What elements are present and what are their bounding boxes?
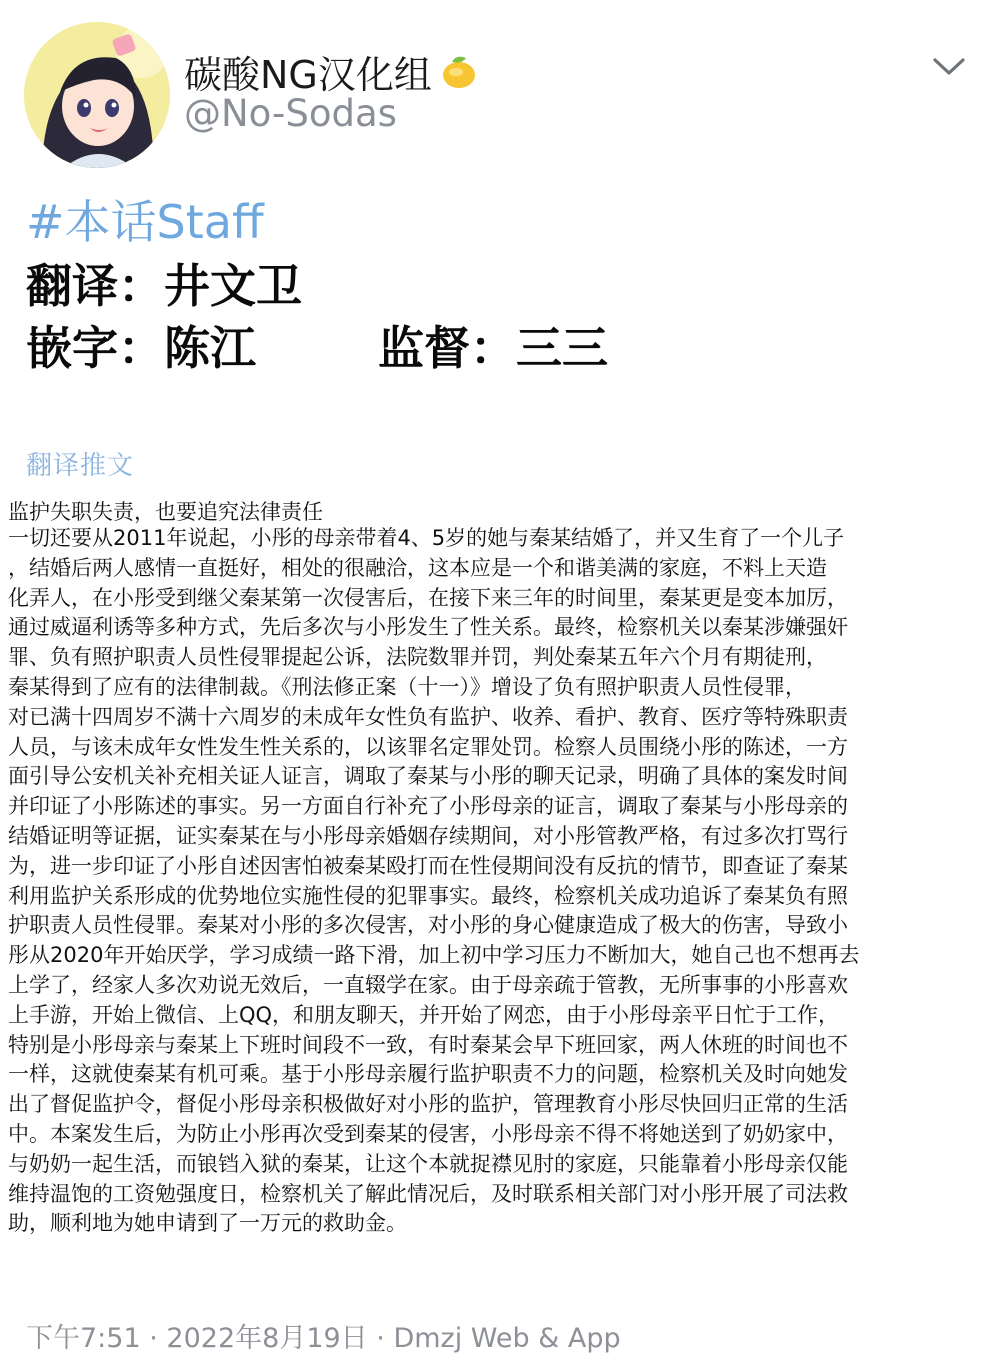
staff-typeset-line: [26, 312, 256, 378]
translate-value: 井文卫: [164, 259, 302, 313]
tweet-line: 人员，与该未成年女性发生性关系的，以该罪名定罪处罚。检察人员围绕小彤的陈述，一方: [8, 734, 848, 759]
tweet-line: 一切还要从2011年说起，小彤的母亲带着4、5岁的她与秦某结婚了，并又生育了一个儿子: [8, 526, 845, 550]
staff-translate-line: [26, 250, 302, 316]
tweet-line: 助，顺利地为她申请到了一万元的救助金。: [8, 1211, 407, 1236]
tweet-line: 上手游，开始上微信、上QQ，和朋友聊天，并开始了网恋，由于小彤母亲平日忙于工作，: [8, 1002, 840, 1027]
display-name-text: 碳酸NG汉化组: [184, 53, 432, 97]
typeset-label: 嵌字：: [26, 321, 164, 375]
tweet-line: 特别是小彤母亲与秦某上下班时间段不一致，有时秦某会早下班回家，两人休班的时间也不: [8, 1032, 848, 1057]
tweet-line: 面引导公安机关补充相关证人证言，调取了秦某与小彤的聊天记录，明确了具体的案发时间: [8, 764, 848, 789]
display-name[interactable]: [184, 44, 478, 99]
tweet-line: 通过威逼利诱等多种方式，先后多次与小彤发生了性关系。最终，检察机关以秦某涉嫌强奸: [8, 615, 848, 640]
translate-label: 翻译：: [26, 259, 164, 313]
translate-tweet-link[interactable]: 翻译推文: [26, 451, 135, 481]
user-handle[interactable]: @No-Sodas: [184, 92, 397, 135]
staff-supervise-line: [378, 312, 608, 378]
tweet-line: 上学了，经家人多次劝说无效后，一直辍学在家。由于母亲疏于管教，无所事事的小彤喜欢: [8, 972, 848, 997]
avatar[interactable]: [24, 22, 170, 168]
tweet-line: 罪、负有照护职责人员性侵罪提起公诉，法院数罪并罚，判处秦某五年六个月有期徒刑，: [8, 645, 827, 670]
tweet-line: 秦某得到了应有的法律制裁。《刑法修正案（十一）》增设了负有照护职责人员性侵罪，: [8, 674, 806, 699]
hashtag-link[interactable]: #本话Staff: [26, 195, 264, 249]
supervise-label: 监督：: [378, 321, 516, 375]
tweet-line: 出了督促监护令，督促小彤母亲积极做好对小彤的监护，管理教育小彤尽快回归正常的生活: [8, 1092, 848, 1117]
lemon-icon: [438, 52, 478, 92]
tweet-date[interactable]: 2022年8月19日: [166, 1323, 368, 1354]
tweet-body: [8, 524, 994, 1239]
tweet-line: ，结婚后两人感情一直挺好，相处的很融洽，这本应是一个和谐美满的家庭，不料上天造: [8, 555, 827, 580]
tweet-line: 维持温饱的工资勉强度日，检察机关了解此情况后，及时联系相关部门对小彤开展了司法救: [8, 1181, 848, 1206]
tweet-line: 护职责人员性侵罪。秦某对小彤的多次侵害，对小彤的身心健康造成了极大的伤害，导致小: [8, 913, 848, 938]
meta-separator: ·: [149, 1323, 158, 1354]
tweet-line: 一样，这就使秦某有机可乘。基于小彤母亲履行监护职责不力的问题，检察机关及时向她发: [8, 1062, 848, 1087]
tweet-line: 与奶奶一起生活，而锒铛入狱的秦某，让这个本就捉襟见肘的家庭，只能靠着小彤母亲仅能: [8, 1151, 848, 1176]
supervise-value: 三三: [516, 321, 608, 375]
tweet-line: 并印证了小彤陈述的事实。另一方面自行补充了小彤母亲的证言，调取了秦某与小彤母亲的: [8, 794, 848, 819]
tweet-line: 化弄人，在小彤受到继父秦某第一次侵害后，在接下来三年的时间里，秦某更是变本加厉，: [8, 585, 848, 610]
tweet-line: 彤从2020年开始厌学，学习成绩一路下滑，加上初中学习压力不断加大，她自己也不想再去: [8, 943, 860, 968]
tweet-title: 监护失职失责，也要追究法律责任: [8, 500, 323, 524]
tweet-time: 下午7:51: [26, 1323, 141, 1354]
meta-separator: ·: [376, 1323, 385, 1354]
tweet-source[interactable]: Dmzj Web & App: [393, 1323, 621, 1354]
tweet-line: 利用监护关系形成的优势地位实施性侵的犯罪事实。最终，检察机关成功追诉了秦某负有照: [8, 883, 848, 908]
chevron-down-icon[interactable]: [932, 56, 966, 78]
typeset-value: 陈江: [164, 321, 256, 375]
tweet-line: 中。本案发生后，为防止小彤再次受到秦某的侵害，小彤母亲不得不将她送到了奶奶家中，: [8, 1121, 848, 1146]
avatar-illustration: [24, 22, 170, 168]
tweet-meta: [26, 1316, 621, 1355]
tweet-line: 结婚证明等证据，证实秦某在与小彤母亲婚姻存续期间，对小彤管教严格，有过多次打骂行: [8, 823, 848, 848]
tweet-line: 对已满十四周岁不满十六周岁的未成年女性负有监护、收养、看护、教育、医疗等特殊职责: [8, 704, 848, 729]
tweet-line: 为，进一步印证了小彤自述因害怕被秦某殴打而在性侵期间没有反抗的情节，即查证了秦某: [8, 853, 848, 878]
